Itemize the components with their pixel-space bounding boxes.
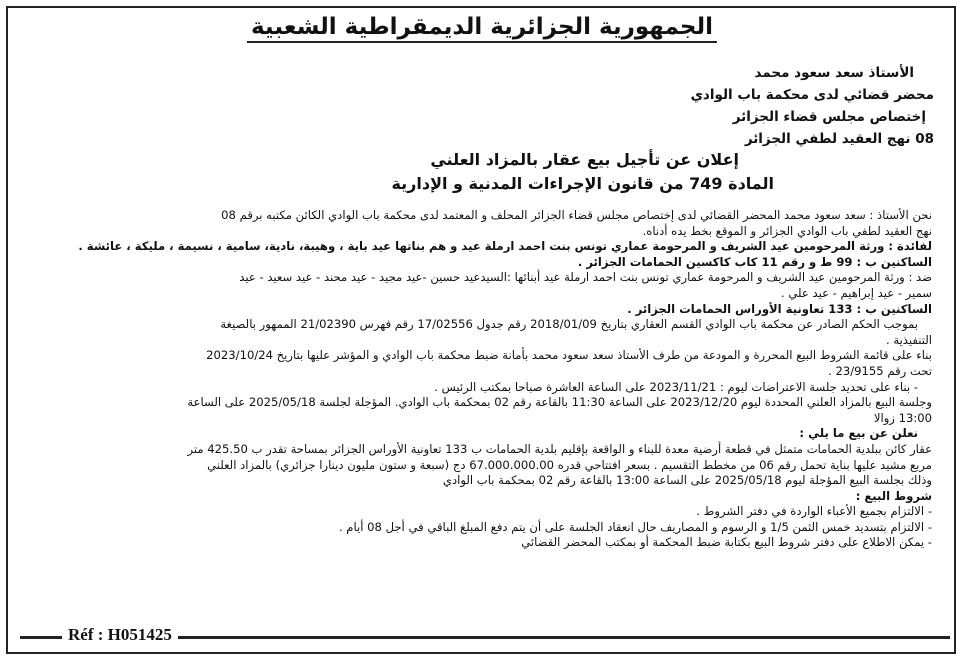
announcement-subtitle: المادة 749 من قانون الإجراءات المدنية و الإدارية: [391, 174, 774, 193]
announcement-body: [18, 208, 932, 551]
body-line: - بناء على تحديد جلسة الاعتراضات ليوم : 2023/11/21 على الساعة العاشرة صباحا بمكتب الرئيس .: [434, 379, 918, 394]
body-line: 13:00 زوالا: [873, 410, 932, 425]
body-line: نهج العقيد لطفي باب الوادي الجزائر و الموقع بخط يده أدناه.: [642, 223, 932, 238]
reference-number: Réf : H051425: [62, 625, 178, 645]
body-line: مربع مشيد عليها بناية تحمل رقم 06 من مخطط التقسيم . بسعر افتتاحي قدره 67.000.000.00 دج (سبعة و ستون مليون دينارا جزائري) بالمزاد العلني: [207, 457, 932, 472]
body-line: ضد : ورثة المرحومين عيد الشريف و المرحومة عماري تونس بنت احمد ارملة عيد أبنائها :السيدعيد حسين -عيد مجيد - عيد محند - عيد سعيد - عيد: [239, 270, 932, 285]
bailiff-court: محضر قضائي لدى محكمة باب الوادي: [690, 87, 934, 103]
body-line: نعلن عن بيع ما يلي :: [799, 426, 918, 441]
bailiff-header: [514, 62, 934, 150]
body-line: عقار كائن ببلدية الحمامات متمثل في قطعة أرضية معدة للبناء و الواقعة بإقليم بلدية الحمامات ب 133 تعاونية الأوراس الجزائر بمساحة تقدر ب 425.50 متر: [187, 441, 932, 456]
body-line: التنفيذية .: [885, 332, 932, 347]
document-title: الجمهورية الجزائرية الديمقراطية الشعبية: [0, 14, 964, 40]
bailiff-address: 08 نهج العقيد لطفي الجزائر: [744, 131, 934, 147]
body-line: - الالتزام بتسديد خمس الثمن 1/5 و الرسوم و المصاريف حال انعقاد الجلسة على أن يتم دفع المبلغ الباقي في أجل 08 أيام .: [338, 519, 932, 534]
body-line: بناء على قائمة الشروط البيع المحررة و المودعة من طرف الأستاذ سعد سعود محمد بأمانة ضبط محكمة باب الوادي و المؤشر عليها بتاريخ 2023/10/24: [206, 348, 932, 363]
body-line: شروط البيع :: [855, 488, 932, 503]
body-line: وجلسة البيع بالمزاد العلني المحددة ليوم 2023/12/20 على الساعة 11:30 بالقاعة رقم 02 بمحكمة باب الوادي. المؤجلة لجلسة 2025/05/18 على الساعة: [187, 395, 932, 410]
bailiff-name: الأستاذ سعد سعود محمد: [754, 65, 914, 81]
body-line: لفائدة : ورثة المرحومين عيد الشريف و المرحومة عماري تونس بنت احمد ارملة عيد و هم بناتها عيد باية ، وهيبة، نادية، سامية ، نسيمة ، مليكة ، عائشة .: [78, 239, 932, 254]
body-line: تحت رقم 23/9155 .: [828, 363, 932, 378]
body-line: سمير - عيد إبراهيم - عيد علي .: [781, 285, 932, 300]
body-line: - الالتزام بجميع الأعباء الواردة في دفتر الشروط .: [696, 504, 932, 519]
body-line: - يمكن الاطلاع على دفتر شروط البيع بكتابة ضبط المحكمة أو بمكتب المحضر القضائي: [521, 535, 932, 550]
body-line: بموجب الحكم الصادر عن محكمة باب الوادي القسم العقاري بتاريخ 2018/01/09 رقم جدول 17/02556 رقم فهرس 21/02390 الممهور بالصيغة: [220, 317, 918, 332]
body-line: الساكنين ب : 99 ط و رقم 11 كاب كاكسين الحمامات الجزائر .: [577, 254, 932, 269]
body-line: وذلك بجلسة البيع المؤجلة ليوم 2025/05/18 على الساعة 13:00 بالقاعة رقم 02 بمحكمة باب الوادي: [442, 473, 932, 488]
body-line: الساكنين ب : 133 تعاونية الأوراس الحمامات الجزائر .: [627, 301, 932, 316]
announcement-title: إعلان عن تأجيل بيع عقار بالمزاد العلني: [430, 150, 739, 169]
announcement-heading: [234, 148, 934, 196]
bailiff-jurisdiction: إختصاص مجلس قضاء الجزائر: [732, 109, 926, 125]
body-line: نحن الأستاذ : سعد سعود محمد المحضر القضائي لدى إختصاص مجلس قضاء الجزائر المحلف و المعتمد لدى محكمة باب الوادي الكائن مكتبه برقم 08: [221, 208, 932, 222]
